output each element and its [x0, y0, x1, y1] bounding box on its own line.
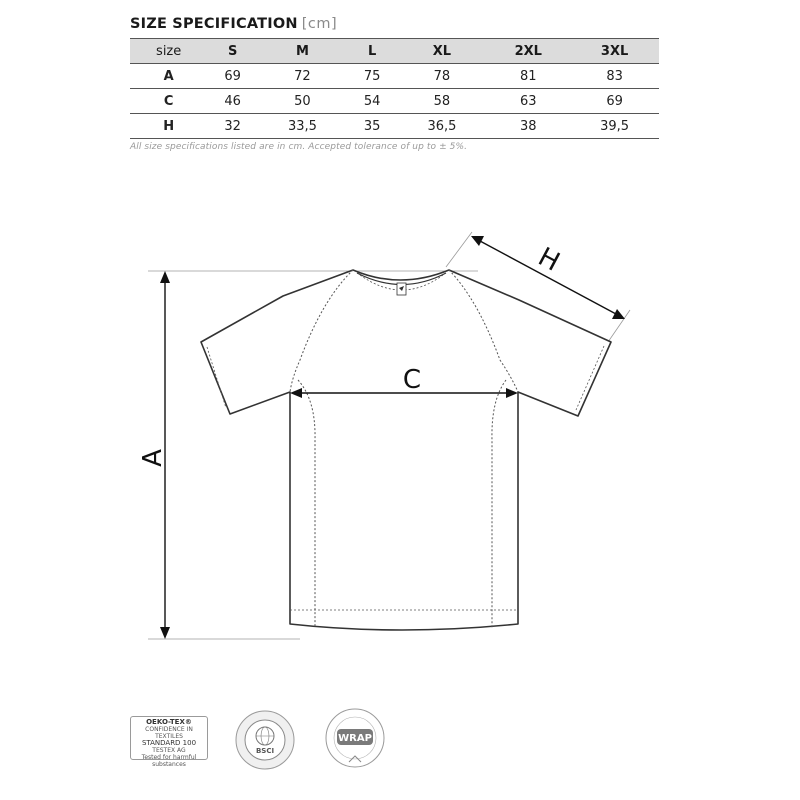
h-guide-left: [446, 232, 472, 267]
table-cell: 36,5: [398, 114, 487, 139]
tolerance-note: All size specifications listed are in cm. Accepted tolerance of up to ± 5%.: [130, 142, 468, 152]
bsci-badge: [236, 711, 294, 769]
table-cell: 78: [398, 64, 487, 89]
measure-c-label: C: [402, 365, 422, 395]
table-cell: 33,5: [258, 114, 347, 139]
table-cell: 63: [486, 89, 570, 114]
table-cell: 32: [207, 114, 258, 139]
header-xl: XL: [398, 39, 487, 64]
row-label: H: [130, 114, 207, 139]
table-cell: 46: [207, 89, 258, 114]
unit-label: [cm]: [301, 16, 338, 32]
bsci-text: BSCI: [255, 747, 275, 755]
table-cell: 69: [570, 89, 659, 114]
table-cell: 83: [570, 64, 659, 89]
header-size: size: [130, 39, 207, 64]
table-cell: 35: [347, 114, 398, 139]
wrap-badge: [326, 709, 384, 767]
header-s: S: [207, 39, 258, 64]
page-title: SIZE SPECIFICATION [cm]: [130, 16, 338, 32]
table-cell: 54: [347, 89, 398, 114]
row-label: C: [130, 89, 207, 114]
table-cell: 58: [398, 89, 487, 114]
oeko-tex-badge: OEKO-TEX® CONFIDENCE IN TEXTILES STANDARD 100 TESTEX AG Tested for harmful substances: [130, 716, 208, 760]
header-3xl: 3XL: [570, 39, 659, 64]
table-cell: 39,5: [570, 114, 659, 139]
header-l: L: [347, 39, 398, 64]
table-cell: 72: [258, 64, 347, 89]
row-label: A: [130, 64, 207, 89]
table-cell: 50: [258, 89, 347, 114]
header-2xl: 2XL: [486, 39, 570, 64]
measure-a-label: A: [138, 449, 168, 467]
table-cell: 75: [347, 64, 398, 89]
table-cell: 38: [486, 114, 570, 139]
wrap-text: WRAP: [338, 733, 372, 744]
header-m: M: [258, 39, 347, 64]
table-cell: 81: [486, 64, 570, 89]
measure-h-label: H: [533, 242, 565, 278]
table-cell: 69: [207, 64, 258, 89]
tshirt-outline: [201, 270, 611, 630]
